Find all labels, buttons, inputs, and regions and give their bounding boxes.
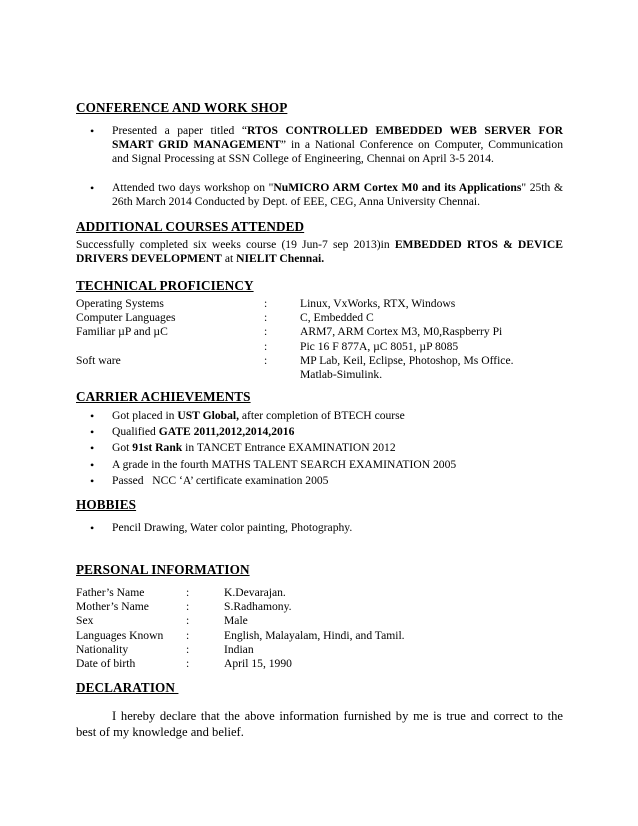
row-label: Nationality — [76, 642, 129, 656]
item-text: Presented a paper titled “ — [112, 124, 248, 138]
hobbies-heading: HOBBIES — [76, 497, 137, 512]
achievements-list — [76, 409, 563, 488]
courses-text-pre: Successfully completed six weeks course (19 Jun-7 sep 2013)in — [76, 238, 395, 252]
table-row — [76, 586, 563, 600]
row-separator: : — [186, 656, 190, 670]
paper-title: RTOS CONTROLLED EMBEDDED WEB SERVER FOR SMART GRID MANAGEMENT — [112, 124, 563, 152]
item-text: Got placed in — [112, 409, 178, 423]
list-item — [76, 474, 563, 488]
row-label: Computer Languages — [76, 311, 176, 325]
row-value: Indian — [224, 642, 254, 656]
item-text: ” in a National Conference on Computer, Communication and Signal Processing at SSN College of Engineering, Chennai on April 3-5 2014. — [112, 138, 563, 166]
list-item — [76, 124, 563, 166]
achievements-section — [76, 389, 563, 490]
row-label: Sex — [76, 614, 94, 628]
personal-section — [76, 562, 563, 671]
row-separator: : — [186, 586, 190, 600]
list-item — [76, 441, 563, 455]
row-label: Date of birth — [76, 656, 136, 670]
row-separator: : — [264, 339, 268, 353]
courses-text — [76, 238, 563, 266]
row-value: Pic 16 F 877A, µC 8051, µP 8085 — [300, 339, 459, 353]
item-text: after completion of BTECH course — [239, 409, 405, 423]
row-separator: : — [186, 628, 190, 642]
list-item — [76, 409, 563, 423]
hobbies-list — [76, 521, 563, 535]
conference-list — [76, 124, 563, 209]
row-value: April 15, 1990 — [224, 656, 292, 670]
row-value: S.Radhamony. — [224, 600, 292, 614]
technical-section — [76, 278, 563, 382]
conference-heading: CONFERENCE AND WORK SHOP — [76, 100, 288, 115]
table-row — [76, 325, 563, 339]
item-bold: UST Global, — [177, 409, 240, 423]
table-row — [76, 311, 563, 325]
table-row — [76, 354, 563, 368]
row-label: Mother’s Name — [76, 600, 149, 614]
row-value: MP Lab, Keil, Eclipse, Photoshop, Ms Office. — [300, 353, 514, 367]
row-value: Matlab-Simulink. — [300, 367, 383, 381]
courses-section — [76, 219, 563, 266]
conference-section — [76, 100, 563, 209]
table-row — [76, 368, 563, 382]
course-name: EMBEDDED RTOS & DEVICE DRIVERS DEVELOPMENT — [76, 238, 563, 266]
item-text: Attended two days workshop on " — [112, 180, 274, 194]
row-value: K.Devarajan. — [224, 586, 286, 600]
item-text: Qualified — [112, 425, 159, 439]
item-bold: 91st Rank — [132, 441, 183, 455]
row-separator — [264, 368, 300, 382]
table-row — [76, 600, 563, 614]
workshop-title: NuMICRO ARM Cortex M0 and its Applications — [273, 180, 522, 194]
courses-heading: ADDITIONAL COURSES ATTENDED — [76, 219, 305, 234]
technical-table — [76, 297, 563, 382]
list-item — [76, 425, 563, 439]
list-item: • Pencil Drawing, Water color painting, Photography. — [76, 521, 563, 535]
row-separator: : — [186, 600, 190, 614]
institute-name: NIELIT Chennai. — [236, 252, 325, 266]
row-label: Operating Systems — [76, 297, 164, 311]
table-row — [76, 614, 563, 628]
row-separator: : — [264, 353, 268, 367]
table-row — [76, 297, 563, 311]
personal-table — [76, 586, 563, 671]
item-text: Passed NCC ‘A’ certificate examination 2005 — [112, 473, 329, 487]
row-label: Soft ware — [76, 353, 121, 367]
row-value: ARM7, ARM Cortex M3, M0,Raspberry Pi — [300, 325, 503, 339]
row-label: Father’s Name — [76, 586, 145, 600]
row-value: C, Embedded C — [300, 311, 374, 325]
row-value: Linux, VxWorks, RTX, Windows — [300, 297, 456, 311]
list-item — [76, 458, 563, 472]
row-separator: : — [186, 642, 190, 656]
item-text: in TANCET Entrance EXAMINATION 2012 — [182, 441, 396, 455]
item-bold: GATE 2011,2012,2014,2016 — [158, 425, 295, 439]
row-label — [76, 340, 264, 354]
item-text: A grade in the fourth MATHS TALENT SEARCH EXAMINATION 2005 — [112, 457, 457, 471]
table-row — [76, 657, 563, 671]
row-value: English, Malayalam, Hindi, and Tamil. — [224, 628, 405, 642]
achievements-heading: CARRIER ACHIEVEMENTS — [76, 389, 251, 404]
row-label — [76, 368, 264, 382]
technical-heading: TECHNICAL PROFICIENCY — [76, 278, 254, 293]
courses-text-mid: at — [221, 252, 237, 266]
item-text: " 25th & 26th March 2014 Conducted by Dept. of EEE, CEG, Anna University Chennai. — [112, 180, 563, 208]
declaration-text: I hereby declare that the above information furnished by me is true and correct to the best of my knowledge and belief. — [76, 709, 563, 740]
table-row — [76, 340, 563, 354]
row-value: Male — [224, 614, 248, 628]
list-item — [76, 181, 563, 209]
row-separator: : — [186, 614, 190, 628]
personal-heading: PERSONAL INFORMATION — [76, 562, 250, 577]
row-label: Familiar µP and µC — [76, 325, 168, 339]
declaration-section — [76, 680, 563, 741]
table-row — [76, 643, 563, 657]
hobbies-section — [76, 497, 563, 535]
row-separator: : — [264, 325, 268, 339]
row-separator: : — [264, 311, 268, 325]
declaration-heading: DECLARATION — [76, 680, 179, 695]
row-separator: : — [264, 297, 268, 311]
row-label: Languages Known — [76, 628, 164, 642]
item-text: Got — [112, 441, 133, 455]
table-row — [76, 629, 563, 643]
